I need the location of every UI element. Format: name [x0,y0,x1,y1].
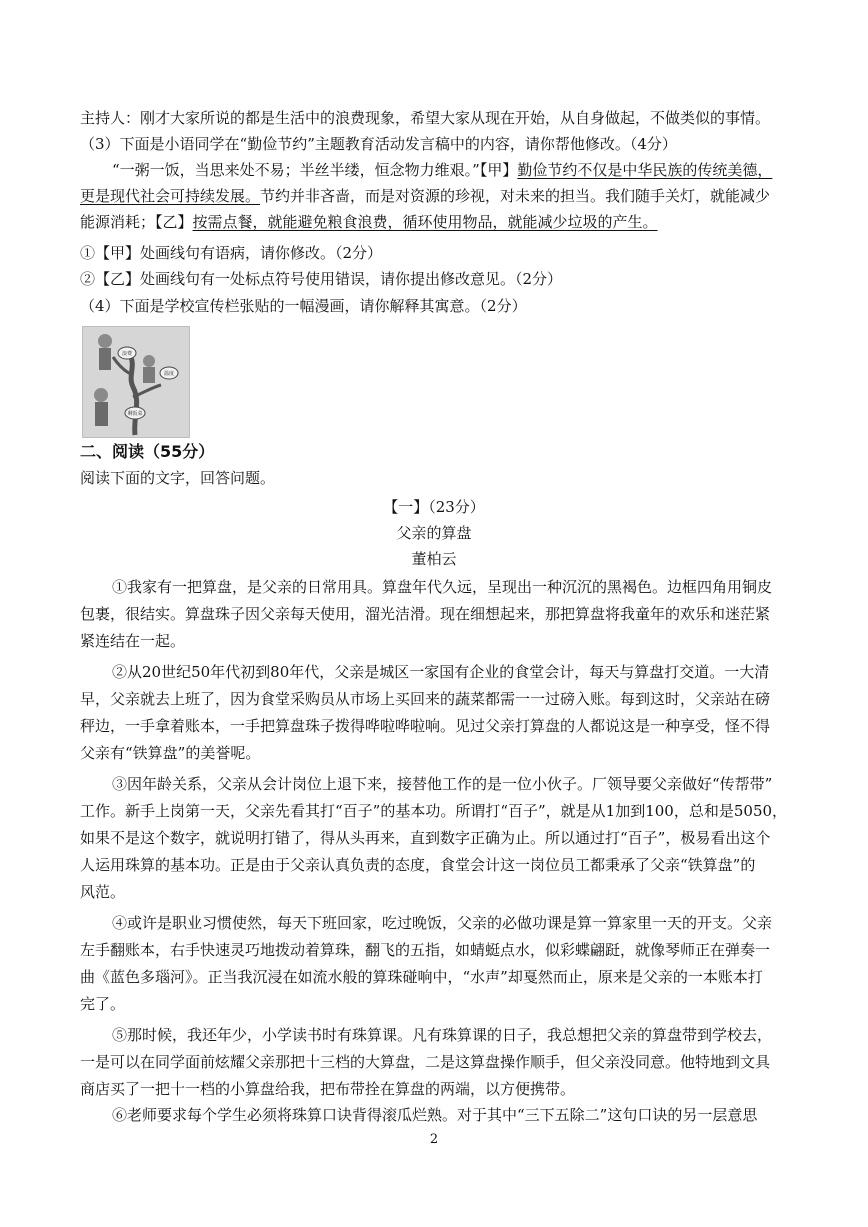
underlined-sentence-jia: 勤俭节约不仅是中华民族的传统美德， [517,161,773,179]
paragraph-1-line-2: 包裹，很结实。算盘珠子因父亲每天使用，溜光洁滑。现在细想起来，那把算盘将我童年的欢乐和迷茫紧 [80,605,771,623]
paragraph-3-line-4: 人运用珠算的基本功。正是由于父亲认真负责的态度，食堂会计这一岗位员工都秉承了父亲“铁算盘”的 [80,856,756,874]
speech-line-3 [80,211,800,233]
page-number: 2 [429,1132,439,1147]
host-line: 主持人：刚才大家所说的都是生活中的浪费现象，希望大家从现在开始，从自身做起，不做类似的事情。 [80,109,771,127]
paragraph-1-line-1: ①我家有一把算盘，是父亲的日常用具。算盘年代久远，呈现出一种沉沉的黑褐色。边框四角用铜皮 [112,578,773,596]
speech-quote: “一粥一饭，当思来处不易；半丝半缕，恒念物力维艰。”【甲】 [112,161,518,179]
paragraph-5-line-1: ⑤那时候，我还年少，小学读书时有珠算课。凡有珠算课的日子，我总想把父亲的算盘带到学校去， [112,1026,773,1044]
paragraph-3-line-5: 风范。 [80,883,126,901]
paragraph-1-line-3: 紧连结在一起。 [80,632,186,650]
paragraph-6-line-1: ⑥老师要求每个学生必须将珠算口诀背得滚瓜烂熟。对于其中“三下五除二”这句口诀的另一层意思 [112,1106,758,1124]
speech-text: 节约并非吝啬，而是对资源的珍视，对未来的担当。我们随手关灯，就能减少 [260,187,771,205]
paragraph-2-line-3: 秤边，一手拿着账本，一手把算盘珠子拨得哗啦哗啦响。见过父亲打算盘的人都说这是一种享受，怪不得 [80,717,771,735]
underlined-sentence-yi: 按需点餐，就能避免粮食浪费，循环使用物品，就能减少垃圾的产生。 [192,213,658,231]
paragraph-4-line-2: 左手翻账本，右手快速灵巧地拨动着算珠，翻飞的五指，如蜻蜓点水，似彩蝶翩跹，就像琴师正在弹奏一 [80,941,771,959]
paragraph-4-line-4: 完了。 [80,995,126,1013]
paragraph-4-line-3: 曲《蓝色多瑙河》。正当我沉浸在如流水般的算珠碰响中，“水声”却戛然而止，原来是父亲的一本账本打 [80,968,763,986]
paragraph-2-line-1: ②从20世纪50年代初到80年代，父亲是城区一家国有企业的食堂会计，每天与算盘打交道。一大清 [112,663,770,681]
cartoon-label-3: 剩饭菜 [127,411,143,417]
paragraph-3-line-3: 如果不是这个数字，就说明打错了，得从头再来，直到数字正确为止。所以通过打“百子”，极易看出这个 [80,829,771,847]
underlined-sentence-jia-cont: 更是现代社会可持续发展。 [80,187,261,205]
part-label: 【一】（23分） [383,498,485,516]
paragraph-3-line-1: ③因年龄关系，父亲从会计岗位上退下来，接替他工作的是一位小伙子。厂领导要父亲做好“传帮带” [112,775,773,793]
question-3-2: ②【乙】处画线句有一处标点符号使用错误，请你提出修改意见。（2分） [80,270,563,288]
paragraph-5-line-2: 一是可以在同学面前炫耀父亲那把十三档的大算盘，二是这算盘操作顺手，但父亲没同意。他特地到文具 [80,1053,771,1071]
question-4: （4）下面是学校宣传栏张贴的一幅漫画，请你解释其寓意。（2分） [80,297,527,315]
reading-instruction: 阅读下面的文字，回答问题。 [80,469,276,487]
cartoon-label-2: 温度 [163,371,175,377]
paragraph-5-line-3: 商店买了一把十一档的小算盘给我，把布带拴在算盘的两端，以方便携带。 [80,1080,576,1098]
speech-line-1 [112,159,802,181]
question-3: （3）下面是小语同学在“勤俭节约”主题教育活动发言稿中的内容，请你帮他修改。（4分） [80,135,677,153]
speech-line-2 [80,185,800,207]
section-title: 二、阅读（55分） [80,442,215,461]
article-title: 父亲的算盘 [396,524,472,542]
cartoon-image [82,326,190,438]
question-3-1: ①【甲】处画线句有语病，请你修改。（2分） [80,244,383,262]
paragraph-4-line-1: ④或许是职业习惯使然，每天下班回家，吃过晚饭，父亲的必做功课是算一算家里一天的开支。父亲 [112,914,773,932]
paragraph-3-line-2: 工作。新手上岗第一天，父亲先看其打“百子”的基本功。所谓打“百子”，就是从1加到100，总和是5050， [80,802,788,820]
article-author: 董柏云 [411,550,457,568]
speech-text-yi: 能源消耗；【乙】 [80,213,193,231]
paragraph-2-line-4: 父亲有“铁算盘”的美誉呢。 [80,744,261,762]
paragraph-2-line-2: 早，父亲就去上班了，因为食堂采购员从市场上买回来的蔬菜都需一一过磅入账。每到这时，父亲站在磅 [80,690,771,708]
cartoon-label-1: 浪费 [121,351,133,357]
